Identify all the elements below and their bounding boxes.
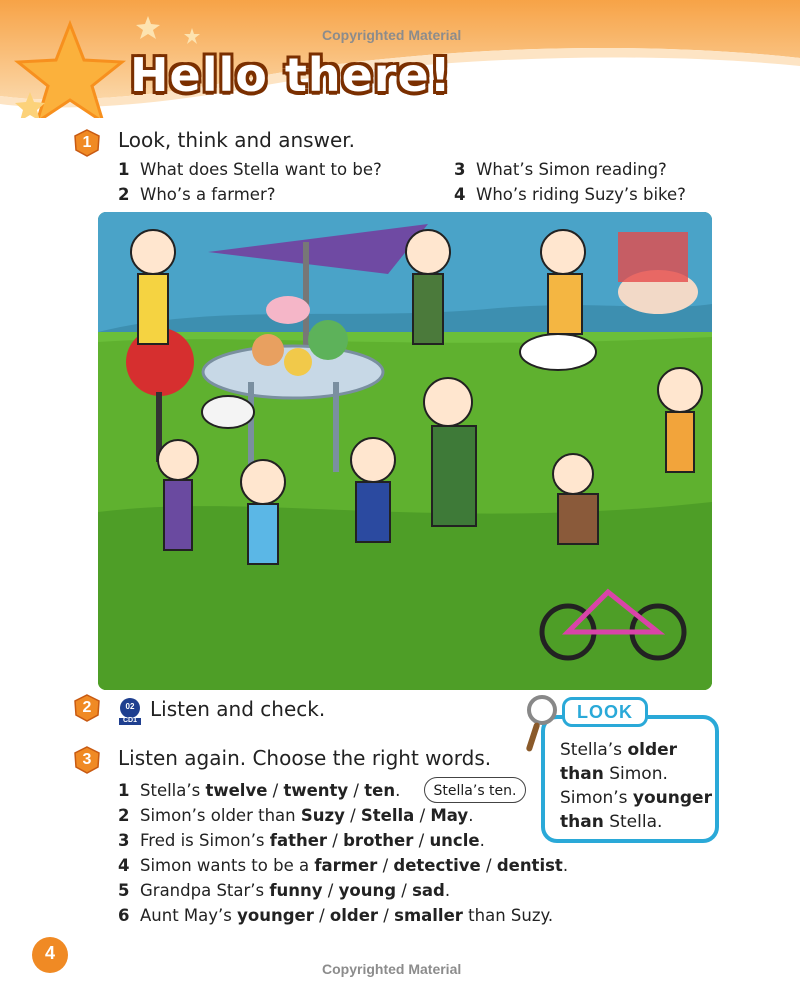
section-1-number: 1 xyxy=(82,134,92,151)
page-number: 4 xyxy=(44,943,55,963)
cd-label: CD1 xyxy=(122,717,137,724)
question-3: 3 What’s Simon reading? xyxy=(454,160,667,179)
section-1-badge xyxy=(72,128,102,158)
copyright-bottom: Copyrighted Material xyxy=(322,961,462,977)
look-label: LOOK xyxy=(577,702,633,722)
section-2-instruction: Listen and check. xyxy=(150,697,326,721)
copyright-top: Copyrighted Material xyxy=(322,27,462,43)
cd-track: 02 xyxy=(125,702,135,711)
exercise-item: 1 Stella’s twelve / twenty / ten. xyxy=(118,781,401,800)
exercise-item: 5 Grandpa Star’s funny / young / sad. xyxy=(118,881,451,900)
section-1-instruction: Look, think and answer. xyxy=(118,128,355,152)
exercise-item: 4 Simon wants to be a farmer / detective / dentist. xyxy=(118,856,569,875)
section-3-badge xyxy=(72,745,102,775)
cd-icon xyxy=(118,697,142,725)
look-text: Stella’s older than Simon. Simon’s younger than Stella. xyxy=(560,740,712,832)
question-1: 1 What does Stella want to be? xyxy=(118,160,382,179)
magnifier-icon xyxy=(524,694,558,756)
section-2-badge xyxy=(72,693,102,723)
section-2-number: 2 xyxy=(82,699,92,716)
look-tab xyxy=(562,697,648,727)
exercise-item: 3 Fred is Simon’s father / brother / uncle. xyxy=(118,831,485,850)
section-3-number: 3 xyxy=(82,751,92,768)
exercise-item: 2 Simon’s older than Suzy / Stella / May. xyxy=(118,806,474,825)
exercise-item: 6 Aunt May’s younger / older / smaller than Suzy. xyxy=(118,906,554,925)
speech-bubble: Stella’s ten. xyxy=(424,777,526,803)
section-3-instruction: Listen again. Choose the right words. xyxy=(118,746,492,770)
question-4: 4 Who’s riding Suzy’s bike? xyxy=(454,185,686,204)
page-title: Hello there! xyxy=(130,48,452,102)
question-2: 2 Who’s a farmer? xyxy=(118,185,276,204)
party-garden-illustration xyxy=(98,212,712,690)
